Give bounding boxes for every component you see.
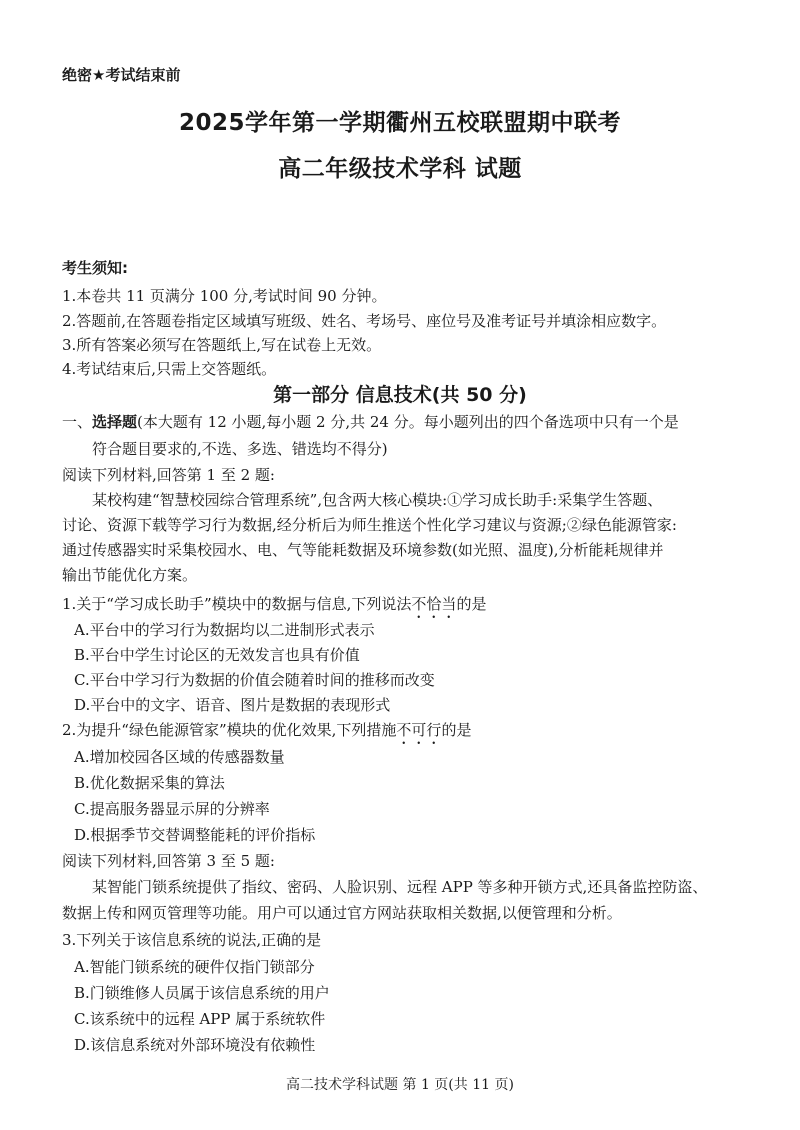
question-option: A.智能门锁系统的硬件仅指门锁部分 xyxy=(74,958,315,976)
stem-text: 的是 xyxy=(441,721,472,739)
material-intro: 阅读下列材料,回答第 3 至 5 题: xyxy=(62,852,275,870)
stem-text: 2.为提升“绿色能源管家”模块的优化效果,下列措施 xyxy=(62,721,397,739)
material-intro: 阅读下列材料,回答第 1 至 2 题: xyxy=(62,466,275,484)
question-option: A.平台中的学习行为数据均以二进制形式表示 xyxy=(74,621,375,639)
stem-text: 1.关于“学习成长助手”模块中的数据与信息,下列说法 xyxy=(62,595,412,613)
stem-emphasis: 不恰当 xyxy=(411,595,457,613)
material-text: 某智能门锁系统提供了指纹、密码、人脸识别、远程 APP 等多种开锁方式,还具备监控防盗、 xyxy=(92,878,708,896)
notice-item: 4.考试结束后,只需上交答题纸。 xyxy=(62,360,277,378)
question-option: D.平台中的文字、语音、图片是数据的表现形式 xyxy=(74,696,391,714)
notice-item: 2.答题前,在答题卷指定区域填写班级、姓名、考场号、座位号及准考证号并填涂相应数字。 xyxy=(62,312,667,330)
page-footer: 高二技术学科试题 第 1 页(共 11 页) xyxy=(286,1077,514,1093)
section-desc: (本大题有 12 小题,每小题 2 分,共 24 分。每小题列出的四个备选项中只有一个是 xyxy=(137,413,679,431)
question-option: B.优化数据采集的算法 xyxy=(74,774,225,792)
stem-emphasis: 不可行 xyxy=(396,721,442,739)
material-text: 某校构建“智慧校园综合管理系统”,包含两大核心模块:①学习成长助手:采集学生答题、 xyxy=(92,491,663,509)
question-option: B.平台中学生讨论区的无效发言也具有价值 xyxy=(74,646,360,664)
material-text: 通过传感器实时采集校园水、电、气等能耗数据及环境参数(如光照、温度),分析能耗规律并 xyxy=(62,541,664,559)
question-stem: 3.下列关于该信息系统的说法,正确的是 xyxy=(62,931,322,949)
material-text: 讨论、资源下载等学习行为数据,经分析后为师生推送个性化学习建议与资源;②绿色能源管家: xyxy=(62,516,677,534)
notice-item: 3.所有答案必须写在答题纸上,写在试卷上无效。 xyxy=(62,336,382,354)
material-text: 输出节能优化方案。 xyxy=(62,566,198,584)
notice-item: 1.本卷共 11 页满分 100 分,考试时间 90 分钟。 xyxy=(62,287,387,305)
question-option: C.该系统中的远程 APP 属于系统软件 xyxy=(74,1010,326,1028)
notice-heading: 考生须知: xyxy=(62,259,128,277)
question-option: A.增加校园各区域的传感器数量 xyxy=(74,748,285,766)
question-option: C.提高服务器显示屏的分辨率 xyxy=(74,800,270,818)
question-option: D.根据季节交替调整能耗的评价指标 xyxy=(74,826,316,844)
section-label: 选择题 xyxy=(92,413,138,431)
material-text: 数据上传和网页管理等功能。用户可以通过官方网站获取相关数据,以便管理和分析。 xyxy=(62,904,622,922)
part-title: 第一部分 信息技术(共 50 分) xyxy=(273,384,527,406)
question-option: C.平台中学习行为数据的价值会随着时间的推移而改变 xyxy=(74,671,435,689)
section-heading xyxy=(62,411,679,432)
stem-text: 的是 xyxy=(456,595,487,613)
question-stem xyxy=(62,593,486,622)
section-desc-cont: 符合题目要求的,不选、多选、错选均不得分) xyxy=(92,440,388,458)
question-stem xyxy=(62,719,471,748)
exam-subtitle: 高二年级技术学科 试题 xyxy=(278,156,522,182)
exam-title: 2025学年第一学期衢州五校联盟期中联考 xyxy=(178,110,621,136)
question-option: D.该信息系统对外部环境没有依赖性 xyxy=(74,1036,316,1054)
confidential-mark: 绝密★考试结束前 xyxy=(62,66,181,84)
section-prefix: 一、 xyxy=(62,413,93,431)
question-option: B.门锁维修人员属于该信息系统的用户 xyxy=(74,984,330,1002)
